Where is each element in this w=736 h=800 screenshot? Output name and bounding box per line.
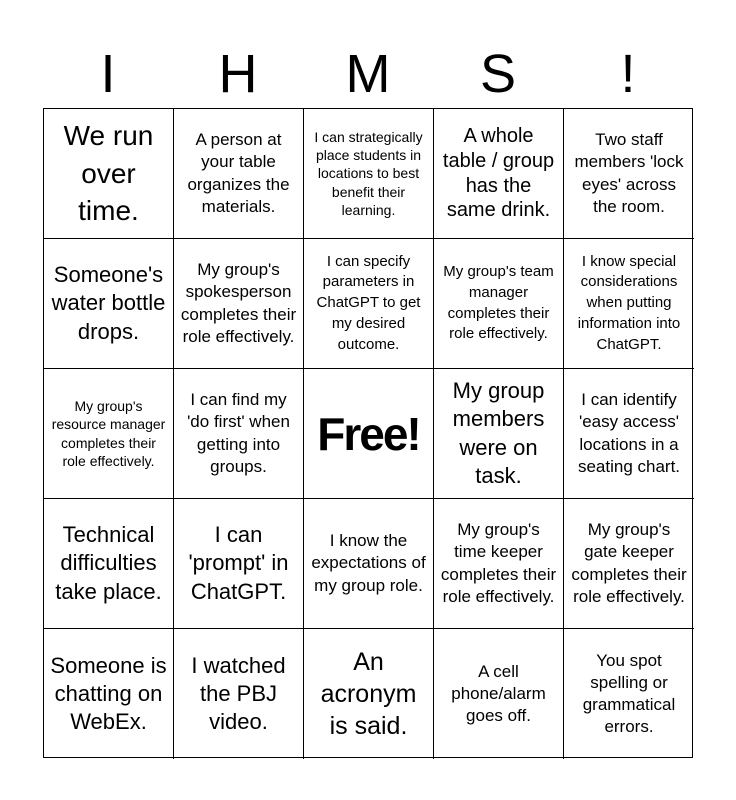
cell-text: My group's gate keeper completes their role effectively.	[571, 520, 687, 606]
bingo-cell[interactable]	[44, 629, 174, 759]
header-letter: H	[218, 44, 258, 104]
bingo-cell[interactable]	[174, 499, 304, 629]
bingo-cell[interactable]	[44, 109, 174, 239]
bingo-cell[interactable]	[564, 369, 694, 499]
cell-text: I can find my 'do first' when getting into groups.	[187, 390, 290, 476]
bingo-cell[interactable]	[434, 369, 564, 499]
bingo-cell[interactable]	[564, 109, 694, 239]
bingo-cell[interactable]	[44, 369, 174, 499]
cell-text: Someone is chatting on WebEx.	[50, 652, 167, 735]
cell-text: My group's resource manager completes their role effectively.	[51, 398, 166, 469]
cell-text: A whole table / group has the same drink.	[442, 125, 555, 222]
bingo-cell[interactable]	[174, 109, 304, 239]
cell-text: I watched the PBJ video.	[191, 652, 286, 735]
bingo-cell[interactable]	[564, 629, 694, 759]
cell-text: A person at your table organizes the materials.	[187, 130, 290, 216]
bingo-cell[interactable]	[44, 499, 174, 629]
cell-text: I know the expectations of my group role.	[311, 531, 426, 595]
bingo-cell[interactable]	[564, 499, 694, 629]
header-letter: !	[620, 44, 636, 104]
header-letter: I	[100, 44, 116, 104]
header-letter: S	[479, 44, 517, 104]
bingo-cell[interactable]	[564, 239, 694, 369]
cell-text: My group's team manager completes their role effectively.	[443, 263, 554, 343]
cell-text: Two staff members 'lock eyes' across the room.	[574, 130, 684, 216]
cell-text: A cell phone/alarm goes off.	[451, 661, 546, 726]
bingo-cell[interactable]	[44, 239, 174, 369]
cell-text: My group members were on task.	[452, 378, 545, 488]
bingo-header	[43, 40, 693, 108]
cell-text: My group's spokesperson completes their role effectively.	[180, 260, 297, 346]
bingo-cell[interactable]	[174, 239, 304, 369]
bingo-board	[43, 108, 693, 758]
bingo-cell[interactable]	[434, 629, 564, 759]
bingo-cell[interactable]	[304, 239, 434, 369]
cell-text: Someone's water bottle drops.	[51, 262, 166, 344]
bingo-cell[interactable]	[434, 239, 564, 369]
cell-text: I can identify 'easy access' locations in a seating chart.	[577, 390, 681, 476]
bingo-cell[interactable]	[174, 629, 304, 759]
cell-text: My group's time keeper completes their role effectively.	[440, 520, 557, 606]
cell-text: You spot spelling or grammatical errors.	[582, 650, 676, 737]
bingo-cell[interactable]	[434, 499, 564, 629]
free-space-text: Free!	[317, 407, 420, 460]
cell-text: I can 'prompt' in ChatGPT.	[188, 522, 289, 604]
header-letter: M	[345, 44, 391, 104]
bingo-cell[interactable]	[304, 109, 434, 239]
bingo-cell[interactable]	[434, 109, 564, 239]
bingo-cell[interactable]	[304, 629, 434, 759]
bingo-cell[interactable]	[304, 499, 434, 629]
cell-text: I know special considerations when putting information into ChatGPT.	[577, 252, 681, 353]
free-space-cell[interactable]	[304, 369, 434, 499]
cell-text: I can specify parameters in ChatGPT to get my desired outcome.	[316, 252, 421, 353]
cell-text: Technical difficulties take place.	[55, 522, 162, 604]
bingo-cell[interactable]	[174, 369, 304, 499]
cell-text: I can strategically place students in locations to best benefit their learning.	[314, 129, 423, 218]
cell-text: We run over time.	[63, 119, 154, 227]
cell-text: An acronym is said.	[320, 648, 417, 740]
